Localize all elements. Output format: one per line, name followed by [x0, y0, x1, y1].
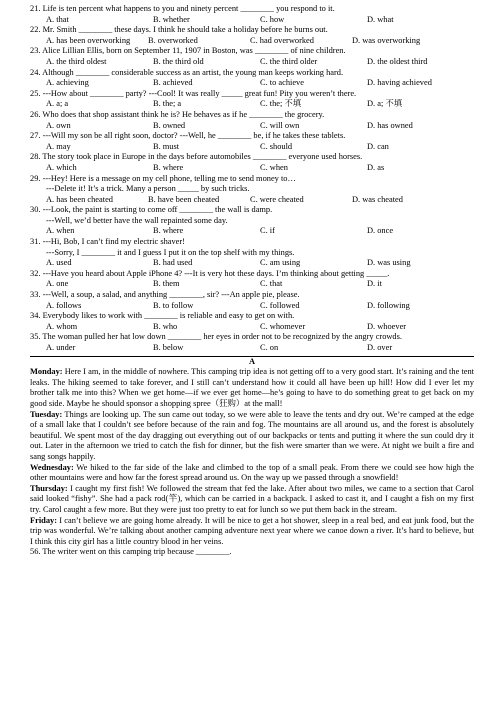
answer-option[interactable]: B. the third old [153, 56, 204, 66]
diary-text: Things are looking up. The sun came out today, so we were able to leave the tents and dry out. We’re camped at the edge of a small lake that I couldn’t see before because of the rain and fog. The mountains are all around us, and the forest is absolutely beautiful. We spent most of the day dragging out everything out of our backpacks or tents and putting it where the sun could dry it out. Later in the afternoon we tried to catch the fish for dinner, but the fish were smarter than we were. At night we built a fire and sang songs happily. [30, 409, 474, 461]
question-stem: 21. Life is ten percent what happens to you and ninety percent ________ you respond to it. [30, 4, 335, 13]
answer-option[interactable]: A. used [46, 258, 72, 268]
question-stem: 24. Although ________ considerable success as an artist, the young man keeps working hard. [30, 67, 344, 77]
answer-option[interactable]: C. will own [260, 120, 300, 130]
answer-option[interactable]: D. following [367, 300, 410, 310]
answer-option[interactable]: B. who [153, 321, 178, 331]
answer-option[interactable]: B. overworked [148, 35, 198, 45]
diary-text: I can’t believe we are going home already. It will be nice to get a hot shower, sleep in a real bed, and eat junk food, but the trip was wonderful. We’re talking about another camping adventure next year where we canoe down a river. It’s hard to believe, but I think this city girl has a little country blood in her veins. [30, 515, 474, 546]
answer-option[interactable]: A. has been overworking [46, 35, 131, 45]
question-list [30, 4, 474, 354]
option-row [30, 15, 474, 26]
answer-option[interactable]: C. on [260, 343, 279, 352]
answer-option[interactable]: A. that [46, 14, 69, 24]
answer-option[interactable]: C. had overworked [250, 35, 314, 45]
question-stem: 28. The story took place in Europe in the days before automobiles ________ everyone used horses. [30, 152, 363, 162]
question-stem: 33. ---Well, a soup, a salad, and anything ________, sir? ---An apple pie, please. [30, 290, 300, 300]
answer-option[interactable]: D. has owned [367, 120, 413, 130]
answer-option[interactable]: C. that [260, 279, 283, 289]
diary-paragraph [30, 463, 474, 484]
passage-body [30, 367, 474, 547]
answer-option[interactable]: D. the oldest third [367, 56, 428, 66]
answer-option[interactable]: D. having achieved [367, 78, 432, 88]
option-row [30, 36, 474, 47]
option-row [30, 258, 474, 269]
question-dialogue-line: ---Well, we’d better have the wall repainted some day. [46, 215, 228, 225]
question-stem: 26. Who does that shop assistant think he is? He behaves as if he ________ the grocery. [30, 109, 325, 119]
answer-option[interactable]: A. one [46, 279, 69, 289]
option-row [30, 78, 474, 89]
answer-option[interactable]: C. how [260, 14, 285, 24]
answer-option[interactable]: D. as [367, 162, 385, 172]
option-row [30, 57, 474, 68]
question-stem: 27. ---Will my son be all right soon, doctor? ---Well, he ________ be, if he takes these tablets. [30, 131, 346, 141]
answer-option[interactable]: A. when [46, 226, 75, 236]
diary-day-label: Friday: [30, 515, 57, 525]
diary-paragraph [30, 410, 474, 463]
answer-option[interactable]: A. follows [46, 300, 82, 310]
answer-option[interactable]: C. the; 不填 [260, 99, 302, 109]
question-stem: 34. Everybody likes to work with ________ is reliable and easy to get on with. [30, 311, 295, 321]
answer-option[interactable]: D. once [367, 226, 394, 236]
question-stem: 30. ---Look, the paint is starting to come off ________ the wall is damp. [30, 205, 273, 215]
answer-option[interactable]: A. achieving [46, 78, 89, 88]
answer-option[interactable]: C. if [260, 226, 275, 236]
diary-text: We hiked to the far side of the lake and climbed to the top of a small peak. From there we could see how high the other mountains were and how far the forest spread around us. On the way up we passed through a snowfield! [30, 462, 474, 483]
answer-option[interactable]: D. whoever [367, 321, 407, 331]
question-stem: 25. ---How about ________ party? ---Cool! It was really _____ great fun! Pity you weren’t there. [30, 88, 357, 98]
answer-option[interactable]: B. achieved [153, 78, 193, 88]
question-stem: 23. Alice Lillian Ellis, born on September 11, 1907 in Boston, was ________ of nine children. [30, 46, 346, 56]
diary-text: Here I am, in the middle of nowhere. This camping trip idea is not getting off to a very good start. It’s raining and the tent leaks. The hiking seemed to take forever, and I still can’t understand how it could all have been up hill! How did I ever let my brother talk me into this? When we get home—if we ever get home—he’s going to have to do something great to get back on my good side. Maybe he should sponsor a shopping spree（狂购）at the mall! [30, 367, 474, 408]
answer-option[interactable]: B. below [153, 343, 184, 352]
answer-option[interactable]: C. followed [260, 300, 300, 310]
question-56: 56. The writer went on this camping trip because ________. [30, 547, 232, 557]
question-stem: 35. The woman pulled her hat low down ________ her eyes in order not to be recognized by the angry crowds. [30, 332, 402, 342]
question-stem: 29. ---Hey! Here is a message on my cell phone, telling me to send money to… [30, 173, 296, 183]
option-row [30, 322, 474, 333]
answer-option[interactable]: D. was cheated [352, 194, 403, 204]
answer-option[interactable]: A. a; a [46, 99, 69, 109]
question-dialogue-line: ---Sorry, I ________ it and I guess I put it on the top shelf with my things. [46, 247, 295, 257]
answer-option[interactable]: B. to follow [153, 300, 194, 310]
option-row [30, 163, 474, 174]
answer-option[interactable]: C. when [260, 162, 288, 172]
question-stem: 22. Mr. Smith ________ these days. I think he should take a holiday before he burns out. [30, 25, 328, 35]
passage-heading: A [248, 356, 256, 366]
answer-option[interactable]: C. to achieve [260, 78, 304, 88]
question-dialogue-line: ---Delete it! It’s a trick. Many a person _____ by such tricks. [46, 184, 250, 194]
answer-option[interactable]: C. were cheated [250, 194, 304, 204]
diary-day-label: Monday: [30, 367, 63, 377]
answer-option[interactable]: B. where [153, 162, 184, 172]
option-row [30, 195, 474, 206]
answer-option[interactable]: B. have been cheated [148, 194, 220, 204]
diary-paragraph [30, 367, 474, 409]
answer-option[interactable]: D. a; 不填 [367, 99, 403, 109]
question-stem: 31. ---Hi, Bob, I can’t find my electric shaver! [30, 237, 185, 247]
answer-option[interactable]: A. under [46, 343, 76, 352]
option-row [30, 343, 474, 354]
answer-option[interactable]: C. am using [260, 258, 301, 268]
answer-option[interactable]: A. whom [46, 321, 78, 331]
option-row [30, 226, 474, 237]
diary-day-label: Thursday: [30, 483, 68, 493]
option-row [30, 99, 474, 110]
diary-paragraph [30, 516, 474, 548]
answer-option[interactable]: A. may [46, 141, 71, 151]
answer-option[interactable]: D. was overworking [352, 35, 421, 45]
answer-option[interactable]: B. owned [153, 120, 186, 130]
answer-option[interactable]: B. where [153, 226, 184, 236]
answer-option[interactable]: C. the third older [260, 56, 318, 66]
answer-option[interactable]: D. it [367, 279, 382, 289]
answer-option[interactable]: C. whomever [260, 321, 306, 331]
answer-option[interactable]: C. should [260, 141, 293, 151]
answer-option[interactable]: B. whether [153, 14, 190, 24]
answer-option[interactable]: D. can [367, 141, 389, 151]
answer-option[interactable]: A. which [46, 162, 77, 172]
question-stem: 32. ---Have you heard about Apple iPhone 4? ---It is very hot these days. I’m thinking about getting _____. [30, 268, 390, 278]
answer-option[interactable]: A. the third oldest [46, 56, 107, 66]
option-row [30, 121, 474, 132]
option-row [30, 279, 474, 290]
answer-option[interactable]: A. own [46, 120, 71, 130]
answer-option[interactable]: B. had used [153, 258, 193, 268]
answer-option[interactable]: B. must [153, 141, 180, 151]
answer-option[interactable]: B. them [153, 279, 180, 289]
diary-day-label: Tuesday: [30, 409, 63, 419]
answer-option[interactable]: A. has been cheated [46, 194, 113, 204]
answer-option[interactable]: B. the; a [153, 99, 182, 109]
diary-text: I caught my first fish! We followed the stream that fed the lake. After about two miles, we came to a section that Carol said looked “fishy”. She had a pack rod(竿), which can be carried in a backpack. I asked to cast it, and I caught a fish on my first try. Carol caught a few more. But they were just too pretty to eat for lunch so we put them back in the stream. [30, 483, 474, 514]
answer-option[interactable]: D. over [367, 343, 393, 352]
diary-day-label: Wednesday: [30, 462, 74, 472]
diary-paragraph [30, 484, 474, 516]
answer-option[interactable]: D. what [367, 14, 394, 24]
answer-option[interactable]: D. was using [367, 258, 411, 268]
option-row [30, 142, 474, 153]
option-row [30, 301, 474, 312]
